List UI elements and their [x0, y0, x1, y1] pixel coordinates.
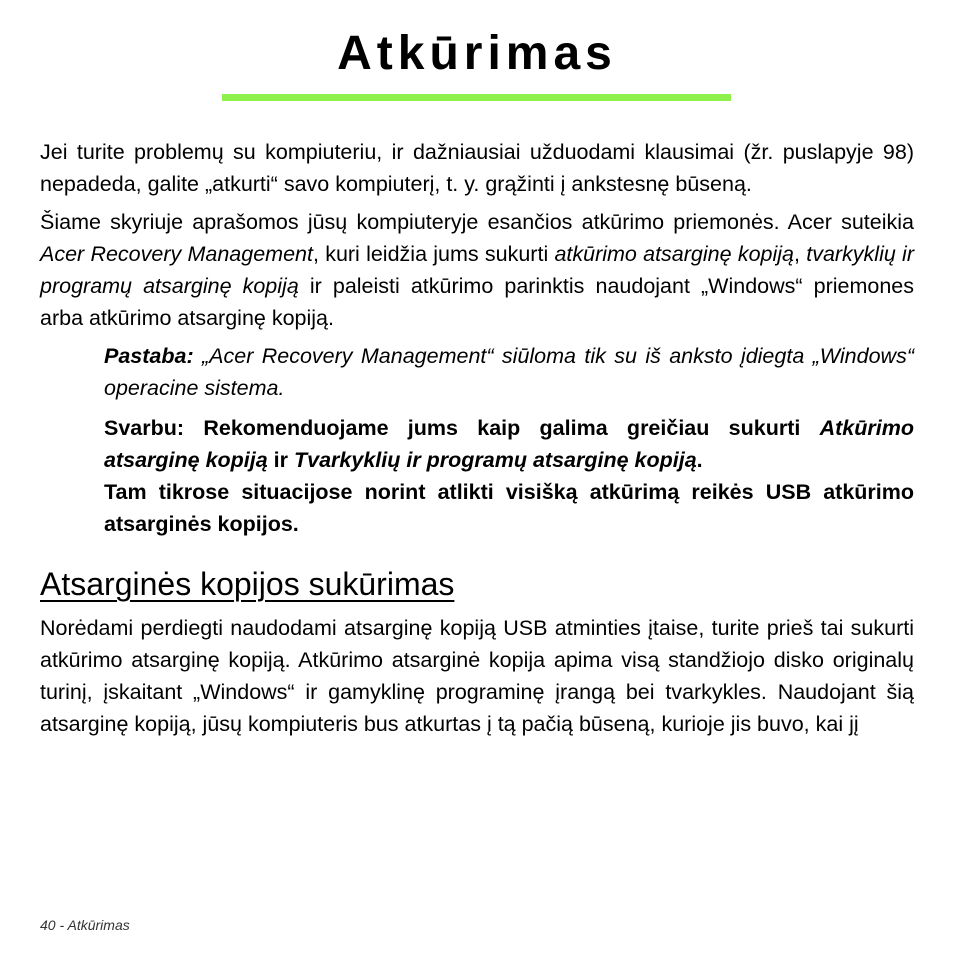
note-label: Pastaba: — [104, 344, 194, 368]
page-footer: 40 - Atkūrimas — [40, 917, 130, 933]
intro-p2-product-name: Acer Recovery Management — [40, 242, 313, 266]
intro-p2-text-4: ir paleisti atkūrimo parinktis naudojant „Windows“ priemones arba atkūrimo atsarginę kopiją. — [40, 274, 914, 330]
intro-p2-text-2: , kuri leidžia jums sukurti — [312, 242, 555, 266]
intro-paragraph-1: Jei turite problemų su kompiuteriu, ir dažniausiai užduodami klausimai (žr. puslapyje 98) nepadeda, galite „atkurti“ savo kompiuterį, t. y. grąžinti į ankstesnę būseną. — [40, 140, 914, 196]
important-paragraph — [104, 412, 914, 476]
section-paragraph: Norėdami perdiegti naudodami atsarginę kopiją USB atminties įtaise, turite prieš tai sukurti atkūrimo atsarginę kopiją. Atkūrimo atsarginė kopija apima visą standžiojo disko originalų turinį, įskaitant „Windows“ ir gamyklinę programinę įrangą bei tvarkykles. Naudojant šią atsarginę kopiją, jūsų kompiuteris bus atkurtas į tą pačią būseną, kurioje jis buvo, kai jį — [40, 616, 914, 736]
intro-p2-text-3: , — [794, 242, 807, 266]
important-drivers-backup: Tvarkyklių ir programų atsarginę kopiją — [294, 448, 697, 472]
important-text-2: ir — [267, 448, 294, 472]
important-block — [104, 412, 914, 540]
intro-p2-text-1: Šiame skyriuje aprašomos jūsų kompiuteryje esančios atkūrimo priemonės. Acer suteikia — [40, 210, 914, 234]
note-block — [104, 340, 914, 404]
section-heading: Atsarginės kopijos sukūrimas — [40, 566, 455, 602]
important-text-1: Rekomenduojame jums kaip galima greičiau sukurti — [184, 416, 820, 440]
note-paragraph — [104, 340, 914, 404]
page-content — [40, 136, 914, 740]
intro-paragraph-2 — [40, 206, 914, 334]
intro-p2-recovery-backup: atkūrimo atsarginę kopiją — [554, 242, 794, 266]
important-recovery-backup: Atkūrimo atsarginę kopiją — [104, 416, 914, 472]
important-label: Svarbu: — [104, 416, 185, 440]
page-title: Atkūrimas — [337, 27, 617, 80]
intro-p2-drivers-backup: tvarkyklių ir programų atsarginę kopiją — [40, 242, 914, 298]
title-underline-bar — [222, 94, 731, 101]
important-text-3: . — [696, 448, 703, 472]
note-text: „Acer Recovery Management“ siūloma tik su iš anksto įdiegta „Windows“ operacine sistema. — [104, 344, 914, 400]
important-usb-paragraph: Tam tikrose situacijose norint atlikti visišką atkūrimą reikės USB atkūrimo atsarginės kopijos. — [104, 480, 914, 536]
